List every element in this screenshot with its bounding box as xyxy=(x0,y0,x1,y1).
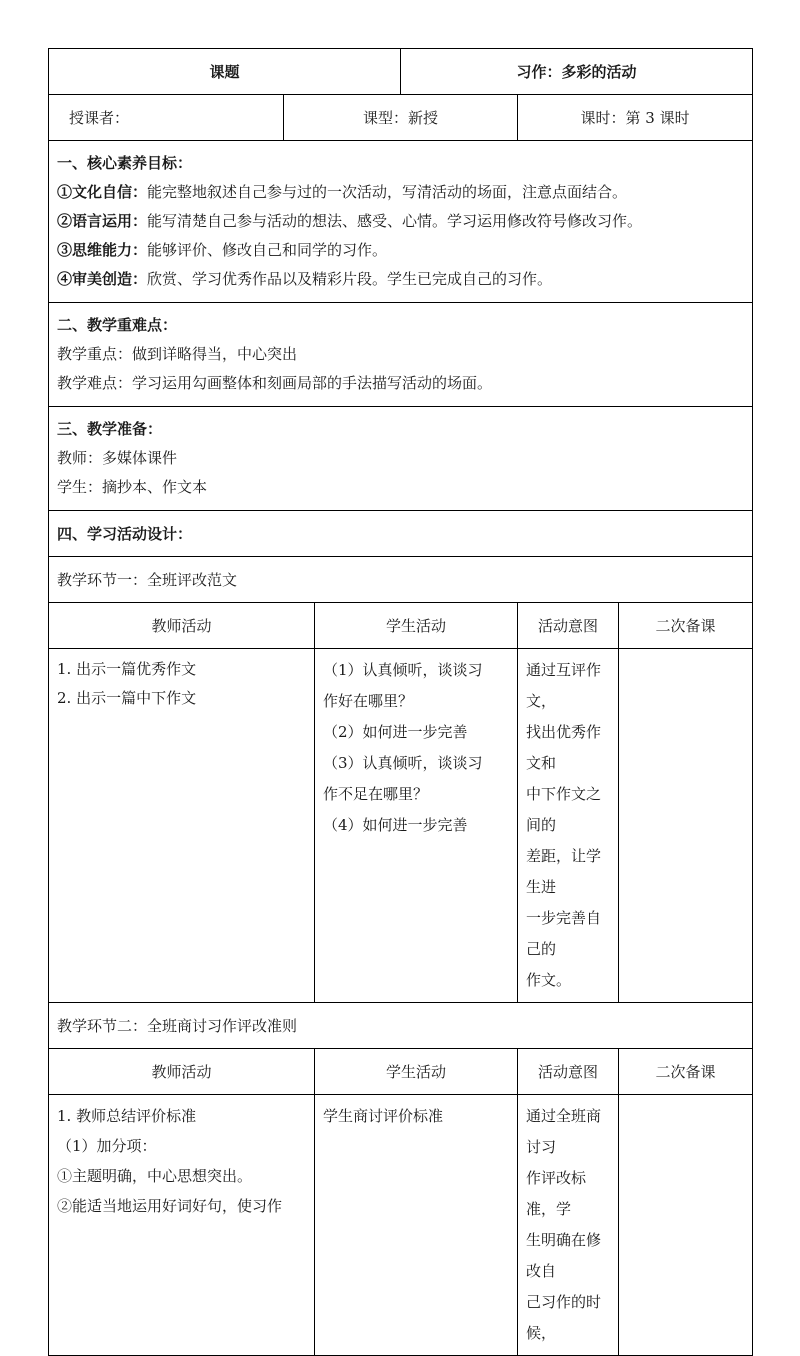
goals-heading: 一、核心素养目标： xyxy=(57,154,193,172)
goals-section xyxy=(49,141,753,303)
intent-line: 通过互评作文， xyxy=(526,661,602,710)
intent-line: 作评改标准，学 xyxy=(526,1169,587,1218)
student-line: （4）如何进一步完善 xyxy=(323,816,468,834)
key-points-row xyxy=(49,303,753,407)
stage1-title: 教学环节一：全班评改范文 xyxy=(49,557,753,603)
goal-text: 能写清楚自己参与活动的想法、感受、心情。学习运用修改符号修改习作。 xyxy=(147,212,643,230)
intent-line: 差距，让学生进 xyxy=(526,847,602,896)
lesson-type-cell: 课型：新授 xyxy=(284,95,518,141)
goal-label: ①文化自信： xyxy=(57,183,148,201)
period-cell: 课时：第 3 课时 xyxy=(518,95,753,141)
stage1-title-row xyxy=(49,557,753,603)
intent-line: 作文。 xyxy=(526,971,572,989)
intent-line: 一步完善自己的 xyxy=(526,909,602,958)
intent-line: 找出优秀作文和 xyxy=(526,723,602,772)
goal-text: 能完整地叙述自己参与过的一次活动，写清活动的场面，注意点面结合。 xyxy=(147,183,628,201)
student-line: （2）如何进一步完善 xyxy=(323,723,468,741)
teacher-line: 1. 教师总结评价标准 xyxy=(57,1107,197,1125)
goal-item xyxy=(57,236,744,265)
goal-text: 能够评价、修改自己和同学的习作。 xyxy=(147,241,388,259)
title-row xyxy=(49,49,753,95)
stage2-body-row xyxy=(49,1095,753,1356)
stage2-header-row xyxy=(49,1049,753,1095)
stage1-body-row xyxy=(49,649,753,1003)
stage2-intent-cell xyxy=(518,1095,619,1356)
teacher-line: ①主题明确，中心思想突出。 xyxy=(57,1167,253,1185)
col-second-prep: 二次备课 xyxy=(619,1049,753,1095)
preparation-section xyxy=(49,407,753,511)
info-row xyxy=(49,95,753,141)
goal-item xyxy=(57,265,744,294)
col-second-prep: 二次备课 xyxy=(619,603,753,649)
stage1-teacher-cell xyxy=(49,649,315,1003)
goal-label: ③思维能力： xyxy=(57,241,148,259)
goal-label: ④审美创造： xyxy=(57,270,148,288)
teacher-line: （1）加分项： xyxy=(57,1137,157,1155)
preparation-row xyxy=(49,407,753,511)
design-row xyxy=(49,511,753,557)
stage1-note-cell xyxy=(619,649,753,1003)
col-activity-intent: 活动意图 xyxy=(518,603,619,649)
key-points-section xyxy=(49,303,753,407)
goal-label: ②语言运用： xyxy=(57,212,148,230)
stage2-title-row xyxy=(49,1003,753,1049)
teacher-line: 1. 出示一篇优秀作文 xyxy=(57,660,197,678)
intent-line: 中下作文之间的 xyxy=(526,785,602,834)
topic-label: 课题 xyxy=(49,49,401,95)
intent-line: 通过全班商讨习 xyxy=(526,1107,602,1156)
col-teacher-activity: 教师活动 xyxy=(49,603,315,649)
goal-text: 欣赏、学习优秀作品以及精彩片段。学生已完成自己的习作。 xyxy=(147,270,553,288)
preparation-line: 教师：多媒体课件 xyxy=(57,449,178,467)
col-teacher-activity: 教师活动 xyxy=(49,1049,315,1095)
student-line: 作不足在哪里？ xyxy=(323,785,429,803)
col-student-activity: 学生活动 xyxy=(315,1049,518,1095)
teacher-line: ②能适当地运用好词好句，使习作 xyxy=(57,1197,283,1215)
preparation-line: 学生：摘抄本、作文本 xyxy=(57,478,208,496)
stage1-intent-cell xyxy=(518,649,619,1003)
stage2-teacher-cell xyxy=(49,1095,315,1356)
col-activity-intent: 活动意图 xyxy=(518,1049,619,1095)
key-point-line: 教学重点：做到详略得当，中心突出 xyxy=(57,345,298,363)
goal-item xyxy=(57,207,744,236)
student-line: 学生商讨评价标准 xyxy=(323,1107,444,1125)
stage1-header-row xyxy=(49,603,753,649)
topic-value: 习作：多彩的活动 xyxy=(401,49,753,95)
preparation-heading: 三、教学准备： xyxy=(57,420,163,438)
stage2-student-cell xyxy=(315,1095,518,1356)
design-heading: 四、学习活动设计： xyxy=(49,511,753,557)
lesson-plan xyxy=(48,48,752,1356)
stage2-note-cell xyxy=(619,1095,753,1356)
student-line: 作好在哪里？ xyxy=(323,692,414,710)
lesson-plan-table xyxy=(48,48,753,1356)
col-student-activity: 学生活动 xyxy=(315,603,518,649)
intent-line: 己习作的时候， xyxy=(526,1293,602,1342)
student-line: （3）认真倾听，谈谈习 xyxy=(323,754,483,772)
goals-row xyxy=(49,141,753,303)
intent-line: 生明确在修改自 xyxy=(526,1231,602,1280)
goal-item xyxy=(57,178,744,207)
stage2-title: 教学环节二：全班商讨习作评改准则 xyxy=(49,1003,753,1049)
student-line: （1）认真倾听，谈谈习 xyxy=(323,661,483,679)
teacher-cell: 授课者： xyxy=(49,95,284,141)
key-point-line: 教学难点：学习运用勾画整体和刻画局部的手法描写活动的场面。 xyxy=(57,374,493,392)
stage1-student-cell xyxy=(315,649,518,1003)
teacher-line: 2. 出示一篇中下作文 xyxy=(57,689,197,707)
key-points-heading: 二、教学重难点： xyxy=(57,316,178,334)
